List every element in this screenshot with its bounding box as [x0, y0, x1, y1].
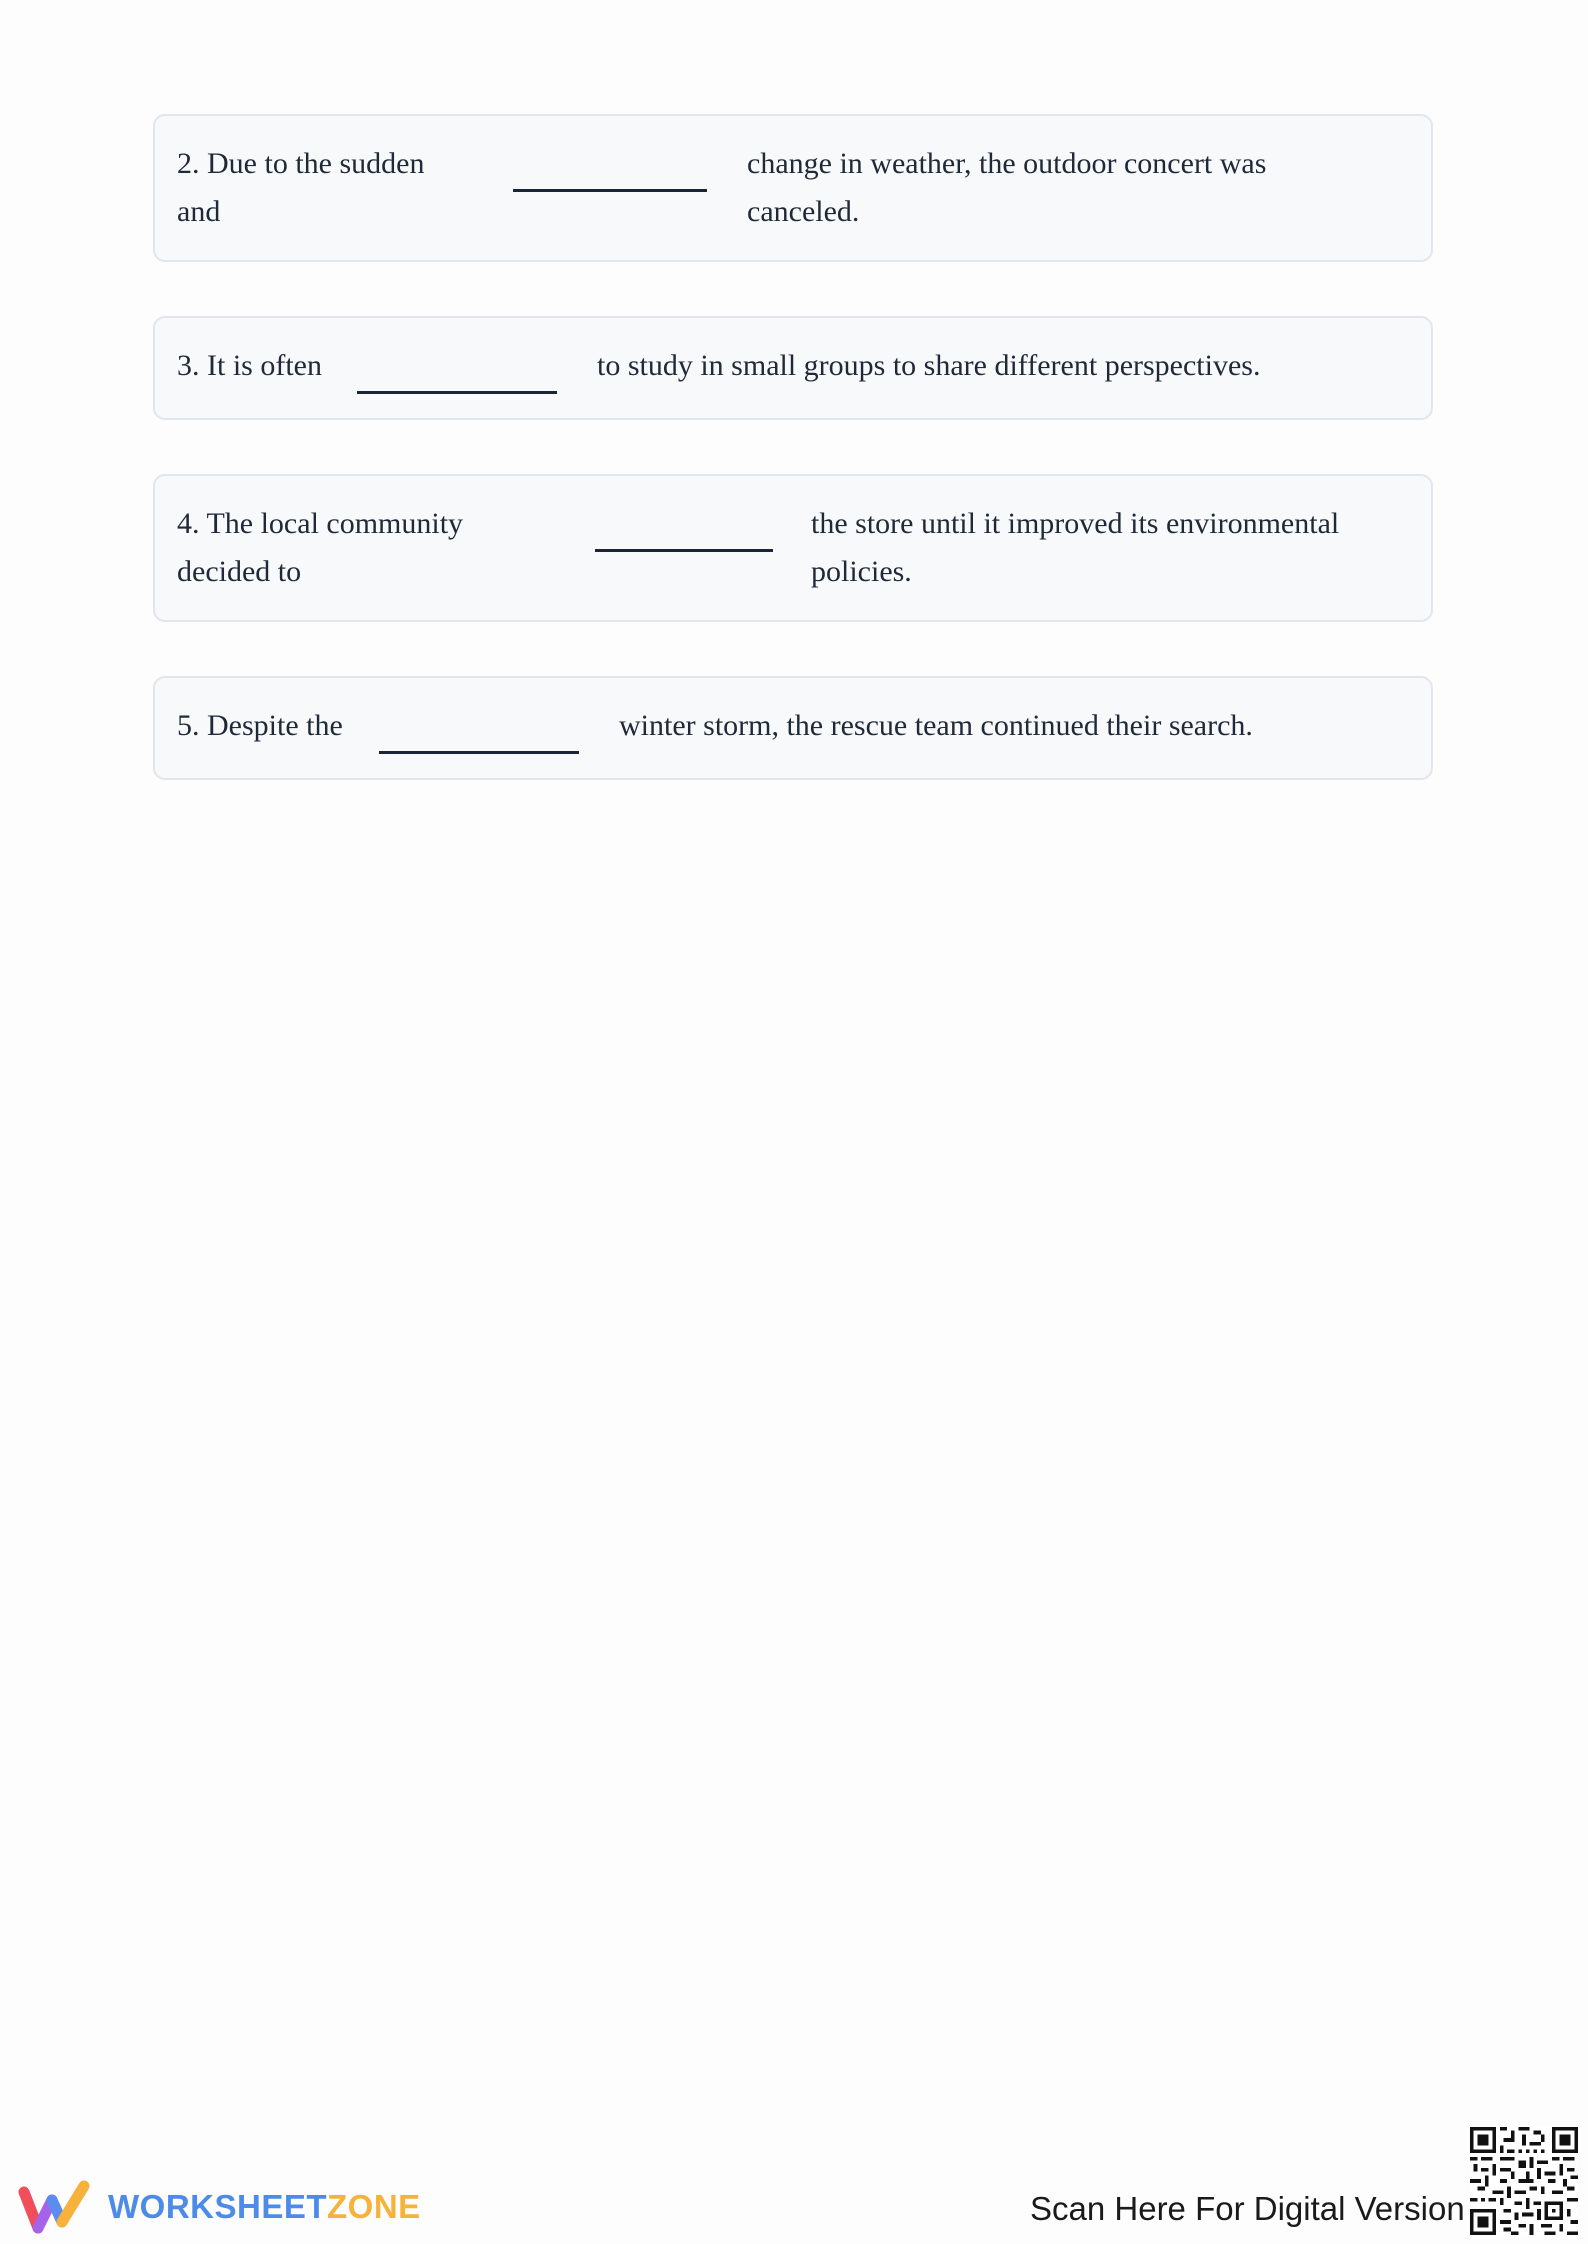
question-card-4 — [153, 474, 1433, 622]
scan-instruction: Scan Here For Digital Version — [1030, 2190, 1465, 2227]
brand-name-part1: WORKSHEET — [108, 2188, 327, 2225]
answer-blank-5[interactable] — [379, 751, 579, 754]
question-5-text-right: winter storm, the rescue team continued their search. — [619, 709, 1253, 742]
brand-name — [108, 2188, 421, 2226]
question-card-2 — [153, 114, 1433, 262]
footer-brand — [18, 2180, 458, 2236]
question-3-text-left: 3. It is often — [177, 349, 322, 382]
question-3-text-right: to study in small groups to share different perspectives. — [597, 349, 1261, 382]
worksheetzone-logo-icon — [18, 2180, 94, 2236]
question-4-text-right-line2: policies. — [811, 555, 912, 588]
question-2-text-right-line2: canceled. — [747, 195, 860, 228]
question-4-text-left-line2: decided to — [177, 555, 302, 588]
question-4-text-left-line1: 4. The local community — [177, 507, 464, 540]
question-card-5 — [153, 676, 1433, 780]
question-5-text-left: 5. Despite the — [177, 709, 343, 742]
answer-blank-3[interactable] — [357, 391, 557, 394]
question-4-text-right-line1: the store until it improved its environmental — [811, 507, 1340, 540]
question-card-3 — [153, 316, 1433, 420]
question-2-text-left-line2: and — [177, 195, 221, 228]
qr-code-icon[interactable] — [1470, 2127, 1578, 2235]
answer-blank-2[interactable] — [513, 189, 707, 192]
question-2-text-right-line1: change in weather, the outdoor concert was — [747, 147, 1267, 180]
answer-blank-4[interactable] — [595, 549, 773, 552]
question-2-text-left-line1: 2. Due to the sudden — [177, 147, 425, 180]
brand-name-part2: ZONE — [327, 2188, 421, 2225]
